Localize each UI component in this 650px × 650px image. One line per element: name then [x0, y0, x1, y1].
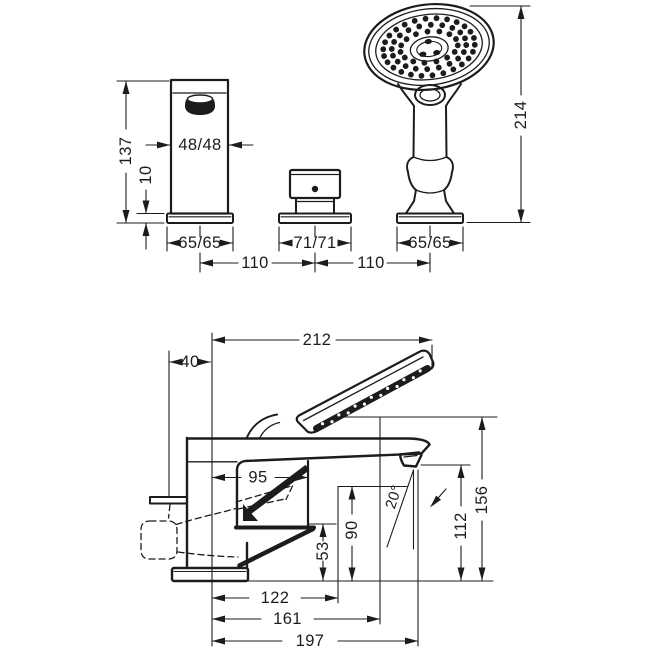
- dim-label-10: 10: [137, 165, 155, 185]
- dim-label-137: 137: [117, 136, 135, 166]
- shower-neck: [398, 84, 414, 106]
- dimension-110-right: [315, 253, 430, 272]
- dim-label-214: 214: [512, 100, 530, 130]
- dim-label-90: 90: [343, 520, 361, 540]
- dim-label-110-left: 110: [241, 254, 269, 272]
- dimension-53: [309, 524, 336, 581]
- valve-dot: [312, 186, 318, 192]
- dim-label-48-48: 48/48: [178, 136, 222, 154]
- dim-label-112: 112: [452, 512, 470, 540]
- deck-plate: [172, 568, 248, 581]
- dim-label-53: 53: [314, 541, 332, 561]
- shower-grip: [407, 157, 416, 190]
- hand-shower-front: [359, 0, 498, 214]
- dim-label-197: 197: [295, 632, 325, 650]
- dimension-48-48: [146, 136, 253, 154]
- dim-label-65-65-spout: 65/65: [178, 234, 222, 252]
- hose-outlet-tab: [150, 497, 187, 504]
- front-view: [117, 0, 530, 272]
- dimension-110-left: [200, 253, 315, 272]
- spray-angle: [382, 470, 446, 549]
- dim-label-212: 212: [302, 331, 332, 349]
- dimension-40: [169, 351, 211, 497]
- dimension-137: [117, 81, 169, 223]
- side-view: [141, 331, 497, 650]
- body-fin: [240, 529, 314, 566]
- dim-label-156: 156: [473, 485, 491, 515]
- dimension-10: [137, 165, 164, 249]
- dim-label-161: 161: [273, 610, 302, 628]
- hose-loop-dashed: [141, 521, 177, 559]
- dim-label-40: 40: [180, 353, 200, 371]
- hand-shower-side: [247, 351, 434, 439]
- dim-label-95: 95: [248, 468, 268, 487]
- dimension-112: [421, 465, 470, 581]
- dim-label-71-71: 71/71: [293, 234, 337, 252]
- valve-front: [290, 170, 340, 213]
- side-dimensions: [169, 331, 497, 650]
- dimension-156: [336, 417, 497, 581]
- dim-label-65-65-shower: 65/65: [408, 234, 452, 252]
- dim-label-122: 122: [260, 589, 290, 607]
- dimension-95: [212, 469, 308, 487]
- dim-label-20deg: 20°: [382, 483, 406, 511]
- dim-label-110-right: 110: [357, 254, 385, 272]
